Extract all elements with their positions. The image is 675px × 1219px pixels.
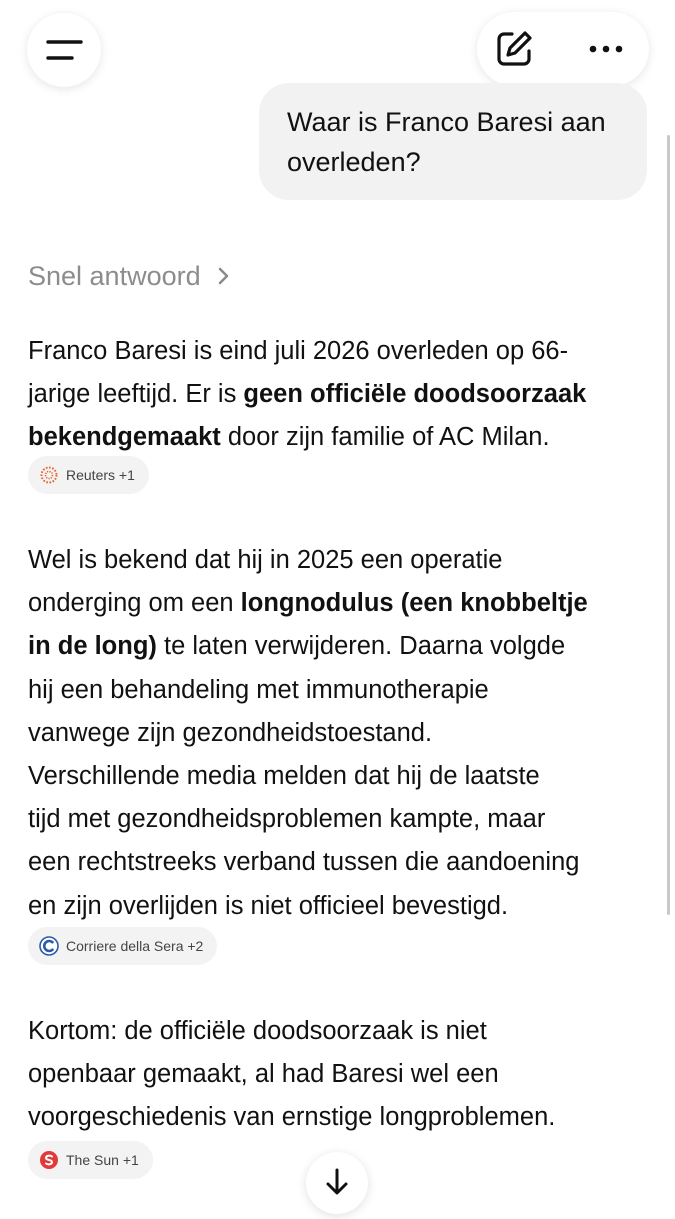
answer-paragraph	[28, 1010, 653, 1140]
text-run: Wel is bekend dat hij in 2025 een operatie	[28, 546, 503, 574]
chevron-right-icon	[217, 266, 231, 286]
arrow-down-icon	[306, 1152, 368, 1214]
bold-text: longnodulus (een knobbeltje	[240, 589, 588, 618]
source-chip-label: The Sun +1	[66, 1152, 139, 1168]
bold-text: geen officiële doodsoorzaak	[243, 380, 587, 409]
more-horizontal-icon	[569, 12, 643, 86]
hamburger-menu-icon	[27, 13, 101, 87]
text-run: een rechtstreeks verband tussen die aandoening	[28, 848, 580, 877]
bold-text: bekendgemaakt	[28, 423, 221, 452]
source-chip-corriere[interactable]	[28, 927, 217, 965]
menu-button[interactable]	[27, 13, 101, 87]
text-run: Verschillende media melden dat hij de laatste	[28, 762, 540, 791]
scrollbar[interactable]	[667, 135, 670, 915]
quick-answer-toggle[interactable]	[28, 255, 231, 297]
more-options-button[interactable]	[569, 12, 643, 86]
scroll-down-button[interactable]	[306, 1152, 368, 1214]
text-run: tijd met gezondheidsproblemen kampte, maar	[28, 805, 546, 834]
text-run: door zijn familie of AC Milan.	[220, 423, 550, 452]
text-run: Kortom: de officiële doodsoorzaak is niet	[28, 1017, 487, 1045]
text-run: hij een behandeling met immunotherapie	[28, 675, 489, 704]
text-run: jarige leeftijd. Er is	[28, 380, 244, 409]
answer-paragraph	[28, 330, 653, 460]
new-chat-button[interactable]	[477, 12, 551, 86]
quick-answer-label: Snel antwoord	[28, 260, 201, 291]
text-run: voorgeschiedenis van ernstige longproblemen.	[28, 1103, 556, 1132]
text-run: te laten verwijderen. Daarna volgde	[156, 632, 566, 661]
reuters-logo-icon	[39, 465, 59, 485]
source-chip-the-sun[interactable]	[28, 1141, 153, 1179]
text-run: Franco Baresi is eind juli 2026 overleden op 66-	[28, 337, 569, 365]
source-chip-label: Corriere della Sera +2	[66, 938, 204, 954]
text-run: vanwege zijn gezondheidstoestand.	[28, 718, 433, 747]
bold-text: in de long)	[28, 632, 157, 661]
answer-paragraph	[28, 539, 653, 928]
compose-icon	[477, 12, 551, 86]
corriere-logo-icon	[39, 936, 59, 956]
text-run: en zijn overlijden is niet officieel bevestigd.	[28, 891, 509, 920]
user-message-text: Waar is Franco Baresi aan overleden?	[287, 107, 606, 177]
user-message-bubble	[259, 83, 647, 200]
text-run: onderging om een	[28, 589, 241, 618]
header-actions	[477, 12, 649, 86]
text-run: openbaar gemaakt, al had Baresi wel een	[28, 1060, 499, 1089]
the-sun-logo-icon	[39, 1150, 59, 1170]
source-chip-reuters[interactable]	[28, 456, 149, 494]
source-chip-label: Reuters +1	[66, 467, 135, 483]
